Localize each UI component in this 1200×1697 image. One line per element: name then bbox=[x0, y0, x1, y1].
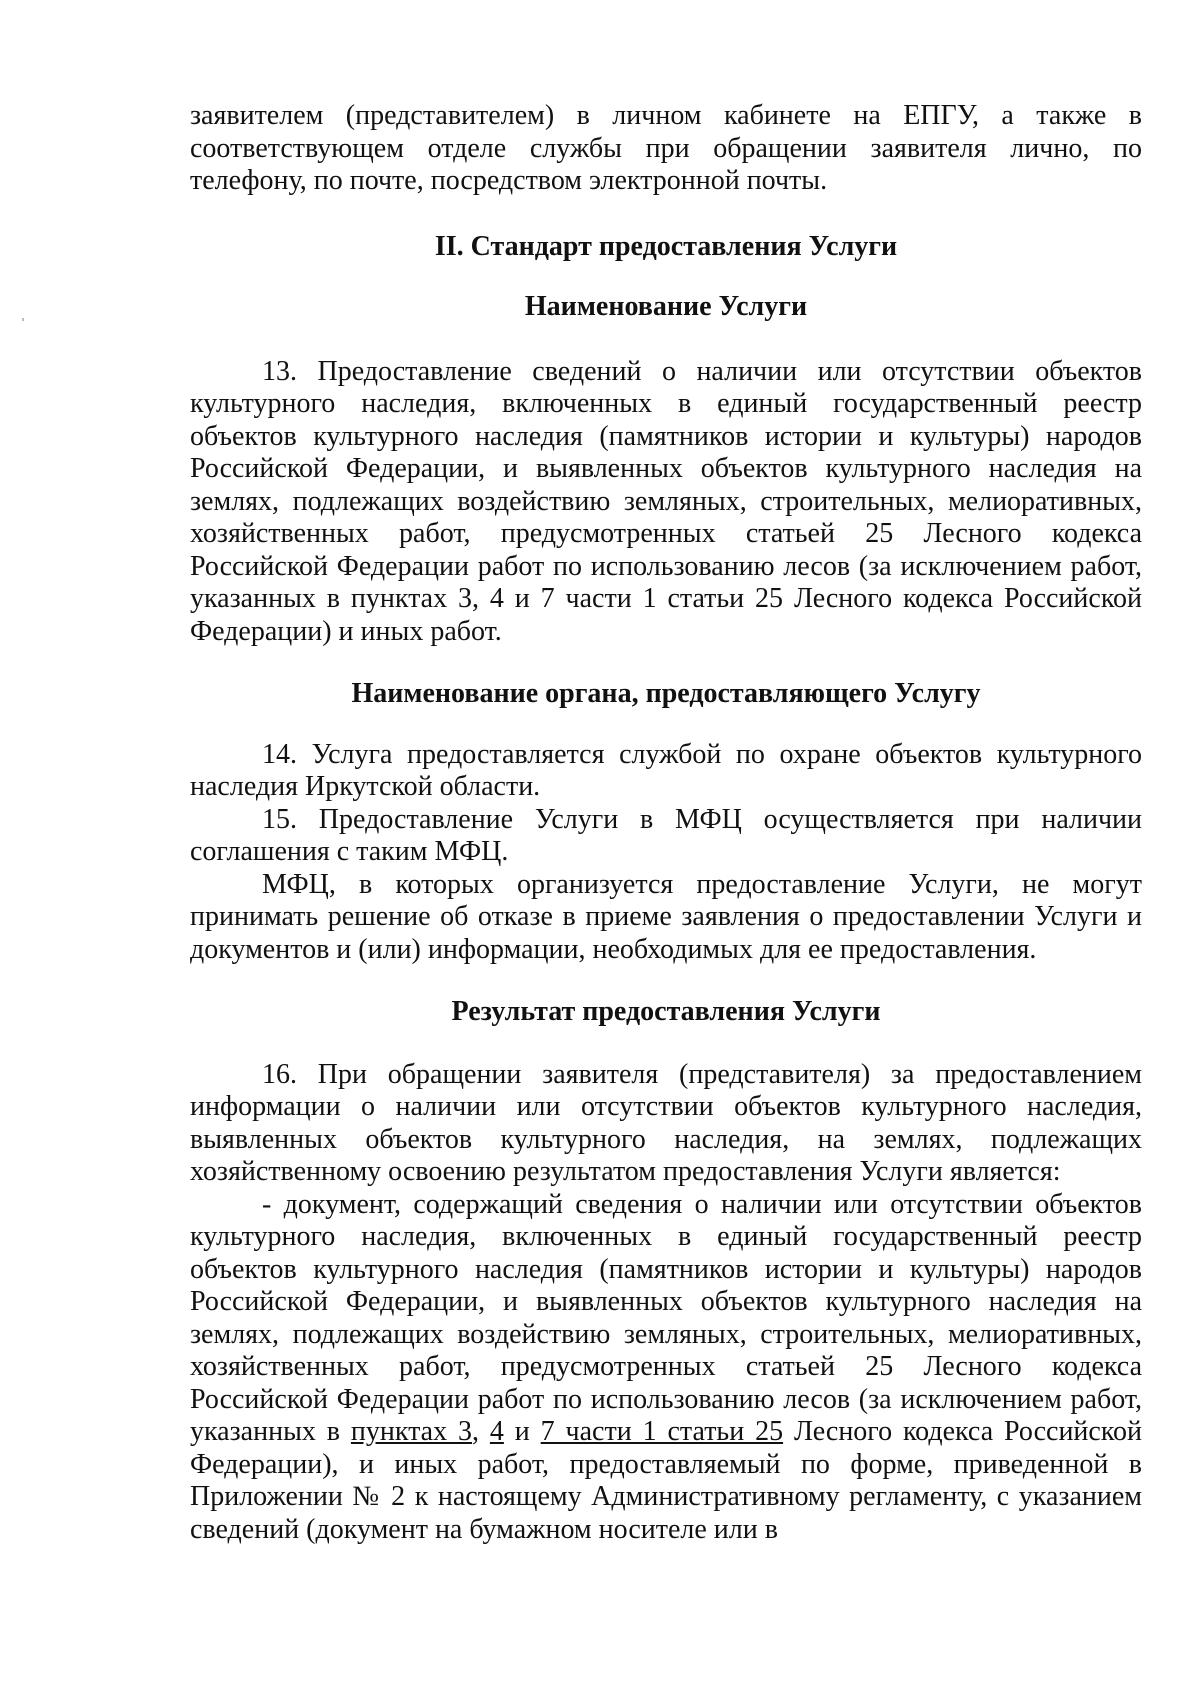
document-page bbox=[190, 100, 1142, 1546]
reference-link-article-25[interactable]: 7 части 1 статьи 25 bbox=[540, 1416, 784, 1447]
item-text-end: Лесного кодекса Российской Федерации), и иных работ, предоставляемый по форме, приведенной в Приложении № 2 к настоящему Административному регламенту, с указанием сведений (документ на бумажном носителе или в bbox=[190, 1416, 1143, 1545]
paragraph-15: 15. Предоставление Услуги в МФЦ осуществляется при наличии соглашения с таким МФЦ. bbox=[190, 803, 1142, 867]
scan-artifact bbox=[22, 318, 24, 321]
paragraph-15-mfc: МФЦ, в которых организуется предоставление Услуги, не могут принимать решение об отказе в приеме заявления о предоставлении Услуги и документов и (или) информации, необходимых для ее предоставления. bbox=[190, 868, 1142, 965]
paragraph-16: 16. При обращении заявителя (представителя) за предоставлением информации о наличии или отсутствии объектов культурного наследия, выявленных объектов культурного наследия, на землях, подлежащих хозяйственному освоению результатом предоставления Услуги является: bbox=[190, 1058, 1142, 1187]
subheading-organ: Наименование органа, предоставляющего Услугу bbox=[351, 678, 981, 709]
paragraph-16-list-item bbox=[190, 1189, 1142, 1547]
item-text-start: - документ, содержащий сведения о наличии или отсутствии объектов культурного наследия, включенных в единый государственный реестр объектов культурного наследия (памятников истории и культуры) народов Российской Федерации, и выявленных объектов культурного наследия на землях, подлежащих воздействию земляных, строительных, мелиоративных, хозяйственных работ, предусмотренных статьей 25 Лесного кодекса Российской Федерации работ по использованию лесов (за исключением работ, указанных в bbox=[190, 1188, 1142, 1447]
subheading-service-name: Наименование Услуги bbox=[524, 291, 808, 322]
reference-link-points-3[interactable]: пунктах 3 bbox=[350, 1416, 472, 1447]
item-separator: , bbox=[472, 1416, 490, 1447]
item-separator: и bbox=[503, 1416, 541, 1447]
paragraph-13: 13. Предоставление сведений о наличии или отсутствии объектов культурного наследия, включенных в единый государственный реестр объектов культурного наследия (памятников истории и культуры) народов Российской Федерации, и выявленных объектов культурного наследия на землях, подлежащих воздействию земляных, строительных, мелиоративных, хозяйственных работ, предусмотренных статьей 25 Лесного кодекса Российской Федерации работ по использованию лесов (за исключением работ, указанных в пунктах 3, 4 и 7 части 1 статьи 25 Лесного кодекса Российской Федерации) и иных работ. bbox=[190, 355, 1142, 647]
paragraph-14: 14. Услуга предоставляется службой по охране объектов культурного наследия Иркутской области. bbox=[190, 738, 1142, 802]
reference-link-point-4[interactable]: 4 bbox=[489, 1416, 504, 1447]
section-heading: II. Стандарт предоставления Услуги bbox=[434, 230, 898, 262]
paragraph-intro: заявителем (представителем) в личном кабинете на ЕПГУ, а также в соответствующем отделе службы при обращении заявителя лично, по телефону, по почте, посредством электронной почты. bbox=[190, 100, 1142, 196]
subheading-result: Результат предоставления Услуги bbox=[451, 996, 881, 1027]
